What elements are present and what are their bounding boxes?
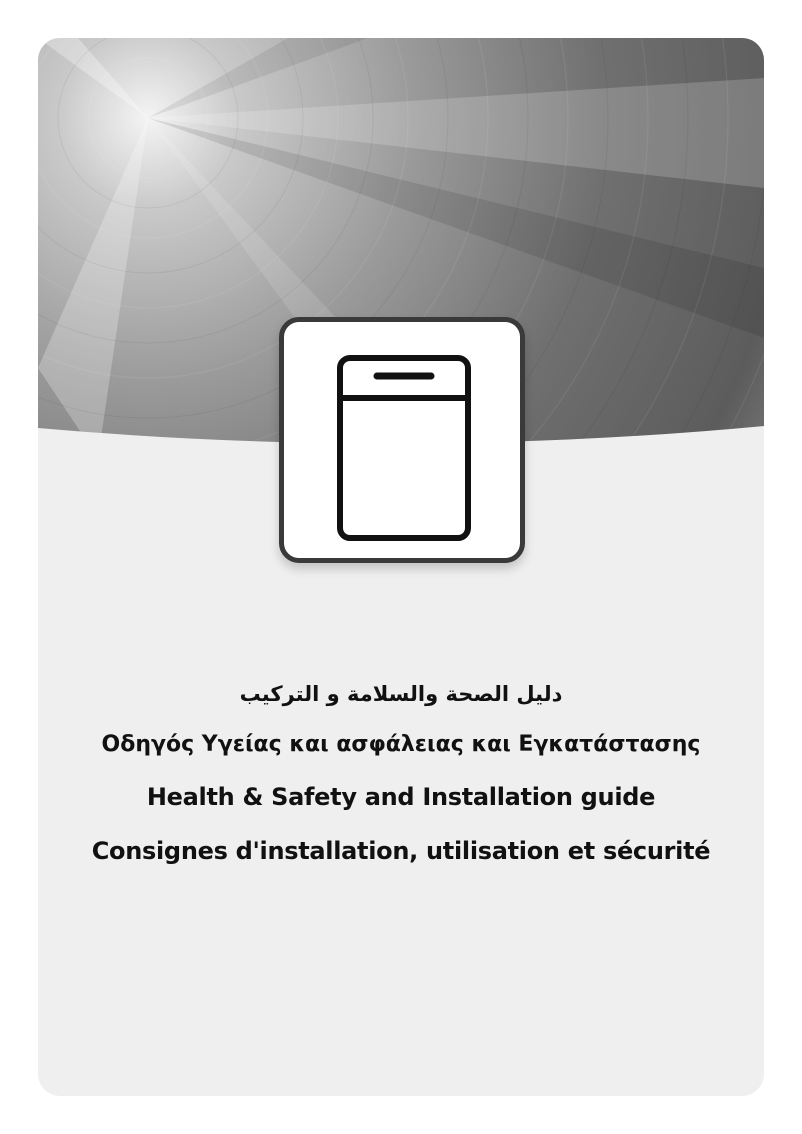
cover-titles [38, 668, 764, 878]
title-french: Consignes d'installation, utilisation et sécurité [91, 837, 711, 865]
title-english: Health & Safety and Installation guide [146, 783, 656, 811]
appliance-icon-card [279, 317, 525, 563]
title-arabic: دليل الصحة والسلامة و التركيب [239, 682, 563, 706]
dishwasher-icon [284, 322, 520, 558]
title-greek: Οδηγός Υγείας και ασφάλειας και Εγκατάστασης [101, 732, 701, 757]
cover-page [38, 38, 764, 1096]
